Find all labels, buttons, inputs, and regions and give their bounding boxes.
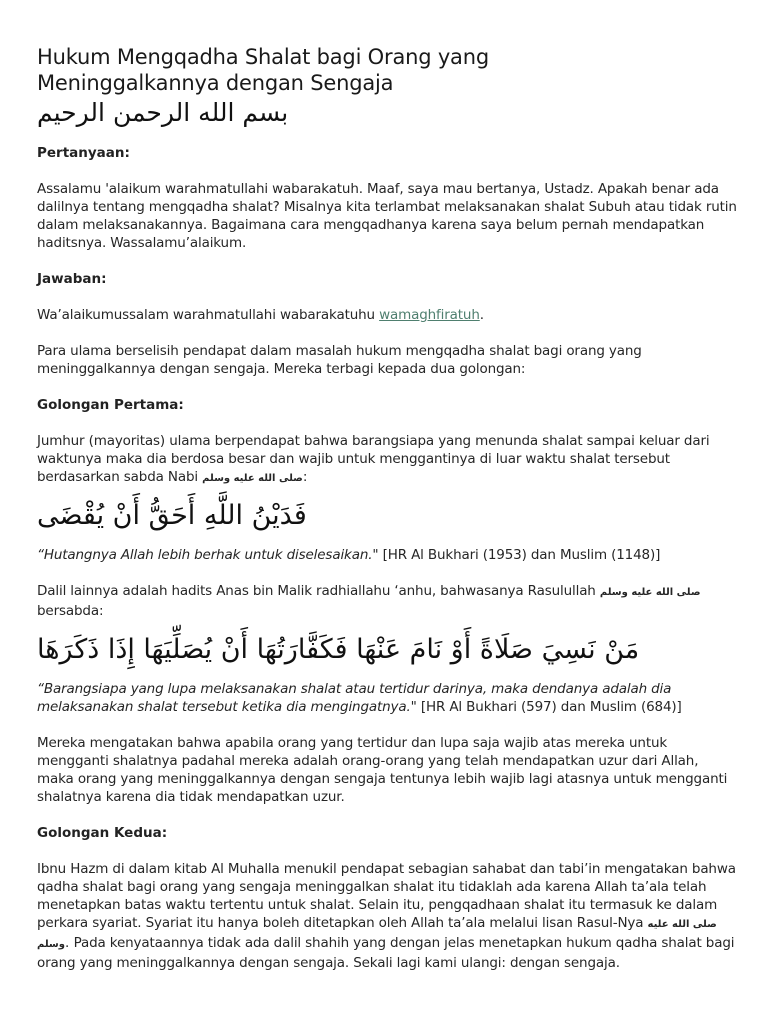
dalil2-text: Dalil lainnya adalah hadits Anas bin Malik radhiallahu ‘anhu, bahwasanya Rasulullah صلى الله عليه وسلم bersabda: [37, 583, 701, 619]
article-title [37, 44, 737, 96]
group1-heading: Golongan Pertama: [37, 397, 184, 413]
article [37, 44, 737, 972]
intro-text: Para ulama berselisih pendapat dalam masalah hukum mengqadha shalat bagi orang yang meninggalkannya dengan sengaja. Mereka terbagi kepada dua golongan: [37, 343, 642, 377]
answer-greeting: Wa’alaikumussalam warahmatullahi wabarakatuhu wamaghfiratuh. [37, 307, 484, 323]
salawat: صلى الله عليه وسلم [202, 473, 303, 484]
hadith2-translation: “Barangsiapa yang lupa melaksanakan shalat atau tertidur darinya, maka dendanya adalah dia melaksanakan shalat tersebut ketika dia mengingatnya." [HR Al Bukhari (597) dan Muslim (684)] [37, 681, 682, 715]
basmalah: بسم الله الرحمن الرحيم [37, 98, 289, 127]
hadith1-translation: “Hutangnya Allah lebih berhak untuk diselesaikan." [HR Al Bukhari (1953) dan Muslim (1148)] [37, 547, 661, 563]
group2-text: Ibnu Hazm di dalam kitab Al Muhalla menukil pendapat sebagian sahabat dan tabi’in mengatakan bahwa qadha shalat bagi orang yang sengaja meninggalkan shalat itu tidaklah ada karena Allah ta’ala telah menetapkan batas waktu tertentu untuk shalat. Selain itu, pengqadhaan shalat itu termasuk ke dalam perkara syariat. Syariat itu hanya boleh ditetapkan oleh Allah ta’ala melalui lisan Rasul-Nya صلى الله عليه وسلم. Pada kenyataannya tidak ada dalil shahih yang dengan jelas menetapkan hukum qadha shalat bagi orang yang meninggalkannya dengan sengaja. Sekali lagi kami ulangi: dengan sengaja. [37, 861, 736, 971]
group1-conclusion: Mereka mengatakan bahwa apabila orang yang tertidur dan lupa saja wajib atas mereka untuk mengganti shalatnya padahal mereka adalah orang-orang yang telah mendapatkan uzur dari Allah, maka orang yang meninggalkannya dengan sengaja tentunya lebih wajib lagi atasnya untuk mengganti shalatnya karena dia tidak mendapatkan uzur. [37, 735, 728, 805]
salawat: صلى الله عليه وسلم [599, 587, 701, 598]
group1-text: Jumhur (mayoritas) ulama berpendapat bahwa barangsiapa yang menunda shalat sampai keluar dari waktunya maka dia berdosa besar dan wajib untuk menggantinya di luar waktu shalat tersebut berdasarkan sabda Nabi صلى الله عليه وسلم: [37, 433, 710, 485]
group2-heading: Golongan Kedua: [37, 825, 168, 841]
wamaghfiratuh-link[interactable]: wamaghfiratuh [379, 307, 480, 323]
question-text: Assalamu 'alaikum warahmatullahi wabarakatuh. Maaf, saya mau bertanya, Ustadz. Apakah benar ada dalilnya tentang mengqadha shalat? Misalnya kita terlambat melaksanakan shalat Subuh atau tidak rutin dalam melaksanakannya. Bagaimana cara mengqadhanya karena saya belum pernah mendapatkan haditsnya. Wassalamu’alaikum. [37, 181, 737, 251]
title-line-2: Meninggalkannya dengan Sengaja [37, 71, 394, 95]
salawat: صلى الله عليه وسلم [37, 919, 717, 950]
hadith1-arabic: فَدَيْنُ اللَّهِ أَحَقُّ أَنْ يُقْضَى [37, 500, 307, 531]
title-line-1: Hukum Mengqadha Shalat bagi Orang yang [37, 45, 489, 69]
hadith2-arabic: مَنْ نَسِيَ صَلَاةً أَوْ نَامَ عَنْهَا فَكَفَّارَتُهَا أَنْ يُصَلِّيَهَا إِذَا ذَكَرَهَا [37, 634, 640, 665]
question-heading: Pertanyaan: [37, 145, 130, 161]
answer-heading: Jawaban: [37, 271, 107, 287]
